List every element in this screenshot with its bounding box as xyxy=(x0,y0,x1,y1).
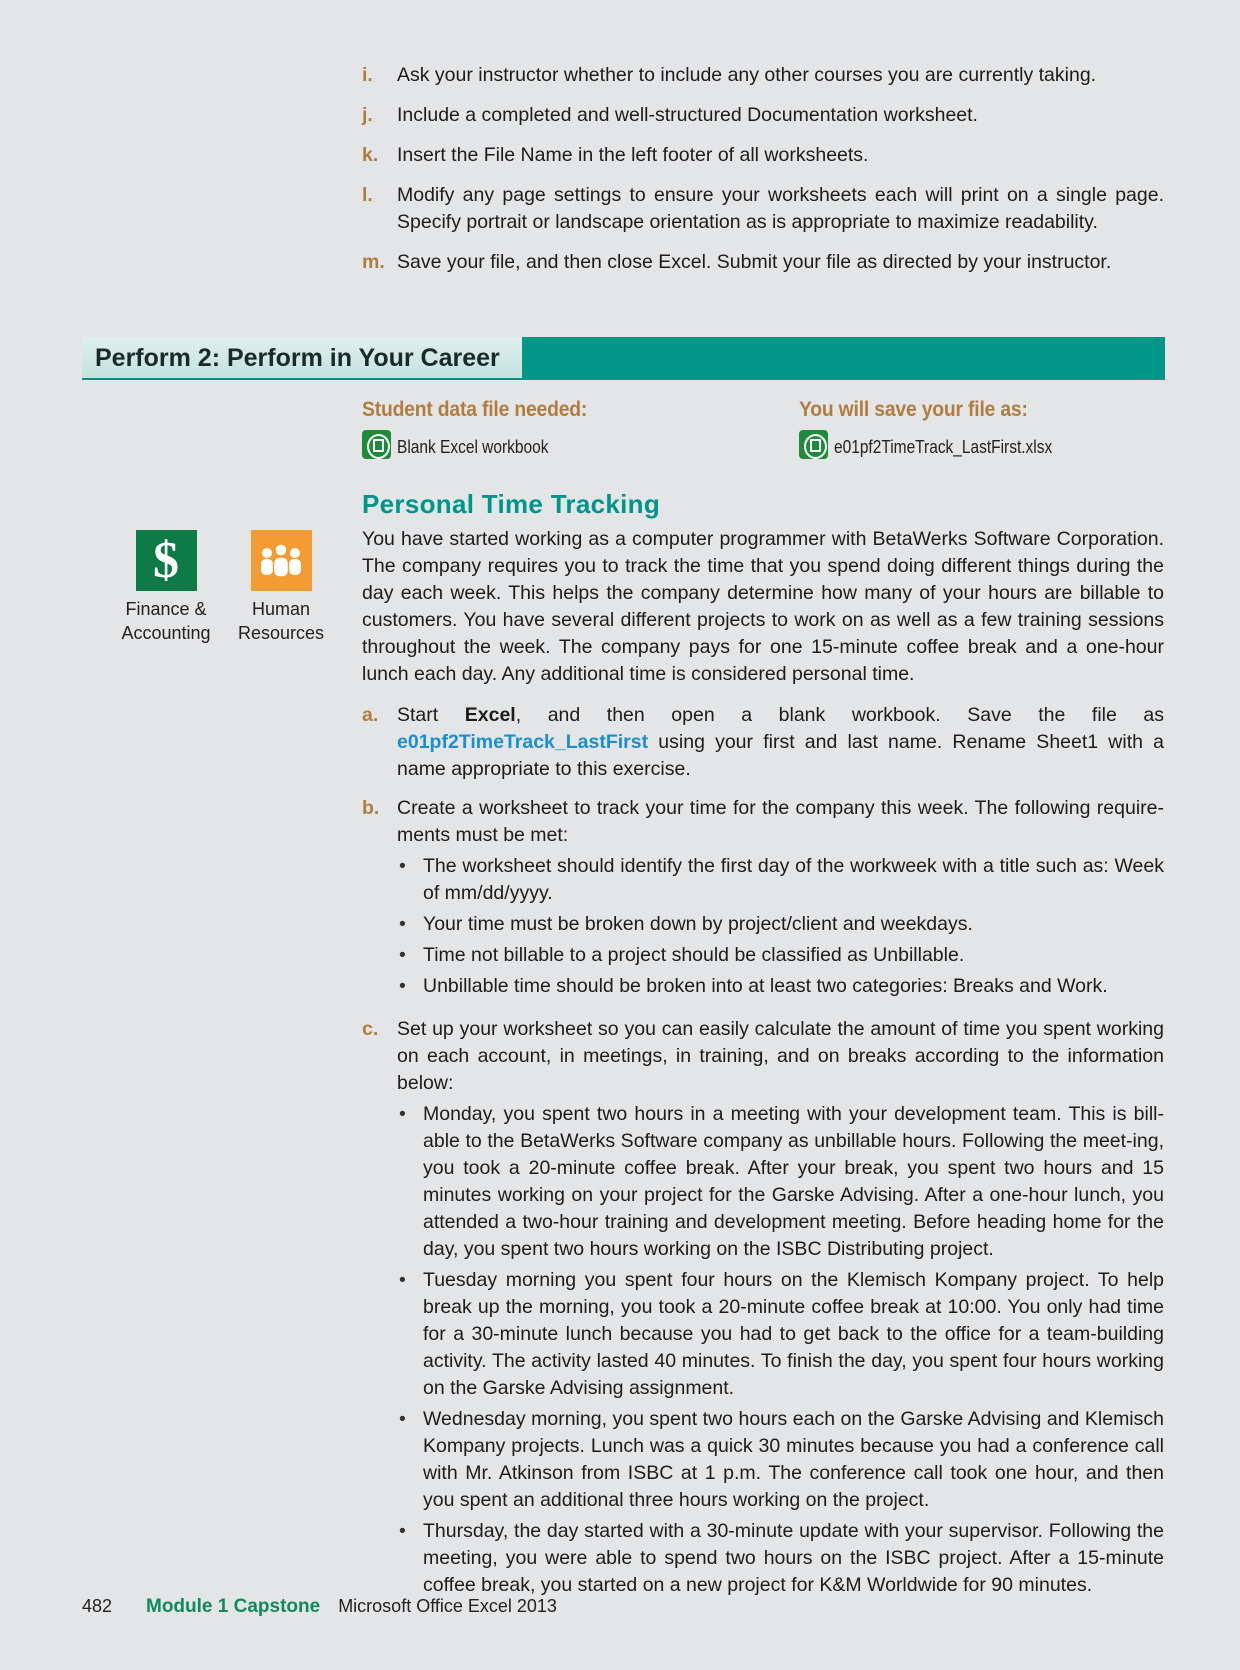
needed-file-item xyxy=(362,430,607,459)
app-name: Excel xyxy=(464,704,516,726)
step-text: Set up your worksheet so you can easily calculate the amount of time you spent working on each account, in meetings, in training, and on breaks according to the information below: xyxy=(397,1018,1164,1094)
step-i xyxy=(362,62,1164,89)
instruction-steps xyxy=(362,702,1164,1615)
career-label xyxy=(106,597,226,645)
excel-file-icon xyxy=(362,430,391,459)
excel-file-icon xyxy=(799,430,828,459)
dollar-icon: $ xyxy=(136,530,197,591)
step-letter: j. xyxy=(362,104,373,126)
section-banner xyxy=(82,337,1165,380)
list-item: • Unbillable time should be broken into at least two categories: Breaks and Work. xyxy=(397,973,1164,1000)
step-a-post: using your first and last name. Rename Sheet1 with a name appropriate to this exercise. xyxy=(397,731,1164,780)
step-body xyxy=(397,1016,1164,1603)
step-a-pre: Start xyxy=(397,704,465,726)
schedule-list xyxy=(397,1101,1164,1599)
step-a-mid: , and then open a blank workbook. Save the file as xyxy=(515,704,1164,726)
step-letter: a. xyxy=(362,704,379,726)
step-k xyxy=(362,142,1164,169)
continued-steps-list xyxy=(362,62,1164,289)
career-label xyxy=(221,597,341,645)
step-text: Save your file, and then close Excel. Submit your file as directed by your instructor. xyxy=(397,251,1112,273)
list-item: • Your time must be broken down by project/client and weekdays. xyxy=(397,911,1164,938)
step-letter: m. xyxy=(362,251,385,273)
save-file-name: e01pf2TimeTrack_LastFirst.xlsx xyxy=(834,437,1053,457)
file-name-highlight: e01pf2TimeTrack_LastFirst xyxy=(397,731,649,753)
step-letter: c. xyxy=(362,1018,379,1040)
needed-file-label: Student data file needed: xyxy=(362,398,588,421)
step-text: Insert the File Name in the left footer of all worksheets. xyxy=(397,144,869,166)
product-name: Microsoft Office Excel 2013 xyxy=(338,1596,557,1616)
list-item: • Monday, you spent two hours in a meeting with your development team. This is bill-able to the BetaWerks Software company as unbillable hours. Following the meet-ing, you took a 20-minute coffee break. After your break, you spent two hours and 15 minutes working on your project for the Garske Advising. After a one-hour lunch, you attended a two-hour training and development meeting. Before heading home for the day, you spent two hours working on the ISBC Distributing project. xyxy=(397,1101,1164,1263)
page-footer xyxy=(82,1596,557,1618)
data-files-box xyxy=(362,398,1165,468)
list-item: • Time not billable to a project should be classified as Unbillable. xyxy=(397,942,1164,969)
step-letter: k. xyxy=(362,144,379,166)
module-title: Module 1 Capstone xyxy=(146,1596,321,1617)
step-letter: i. xyxy=(362,64,373,86)
step-text: Include a completed and well-structured Documentation worksheet. xyxy=(397,104,978,126)
career-hr xyxy=(221,530,341,645)
step-text: Modify any page settings to ensure your worksheets each will print on a single page. Specify portrait or landscape orientation as is appropriate to maximize readability. xyxy=(397,184,1164,233)
people-group-icon xyxy=(251,530,312,591)
step-b xyxy=(362,795,1164,1004)
step-a xyxy=(362,702,1164,783)
requirements-list xyxy=(397,853,1164,1000)
career-label-line: Resources xyxy=(237,623,325,643)
needed-file-column xyxy=(362,398,607,459)
save-file-column xyxy=(799,398,1088,459)
step-j xyxy=(362,102,1164,129)
list-item: • Tuesday morning you spent four hours on the Klemisch Kompany project. To help break up the morning, you took a 20-minute coffee break at 10:00. You only had time for a 30-minute lunch because you had to get back to the office for a team-building activity. The activity lasted 40 minutes. To finish the day, you spent four hours working on the Garske Advising assignment. xyxy=(397,1267,1164,1402)
career-label-line: Human xyxy=(251,599,311,619)
save-file-label: You will save your file as: xyxy=(799,398,1028,421)
list-item: • Wednesday morning, you spent two hours each on the Garske Advising and Klemisch Kompany projects. Lunch was a quick 30 minutes because you had a conference call with Mr. Atkinson from ISBC at 1 p.m. The conference call took one hour, and then you spent an additional three hours working on the project. xyxy=(397,1406,1164,1514)
list-item: • The worksheet should identify the first day of the workweek with a title such as: Week of mm/dd/yyyy. xyxy=(397,853,1164,907)
career-label-line: Accounting xyxy=(121,623,211,643)
step-body xyxy=(397,795,1164,1004)
banner-title: Perform 2: Perform in Your Career xyxy=(82,337,522,380)
step-l xyxy=(362,182,1164,236)
intro-paragraph: You have started working as a computer programmer with BetaWerks Software Corporation. The company requires you to track the time that you spend doing different things during the day each week. This helps the company determine how many of your hours are billable to customers. You have several different projects to work on as well as a few training sessions throughout the week. The company pays for one 15-minute coffee break and a one-hour lunch each day. Any additional time is considered personal time. xyxy=(362,528,1164,685)
career-label-line: Finance & xyxy=(125,599,207,619)
section-title: Personal Time Tracking xyxy=(362,489,661,519)
step-letter: l. xyxy=(362,184,373,206)
step-text xyxy=(397,702,1164,783)
step-text: Create a worksheet to track your time for the company this week. The following require-ments must be met: xyxy=(397,797,1164,846)
step-text: Ask your instructor whether to include any other courses you are currently taking. xyxy=(397,64,1097,86)
step-letter: b. xyxy=(362,797,380,819)
needed-file-name: Blank Excel workbook xyxy=(397,437,549,457)
page-number: 482 xyxy=(82,1596,113,1616)
step-m xyxy=(362,249,1164,276)
save-file-item xyxy=(799,430,1088,459)
people-group-icon-svg xyxy=(258,541,304,581)
career-finance xyxy=(106,530,226,645)
step-c xyxy=(362,1016,1164,1603)
list-item: • Thursday, the day started with a 30-minute update with your supervisor. Following the meeting, you were able to spend two hours on the ISBC project. After a 15-minute coffee break, you started on a new project for K&M Worldwide for 90 minutes. xyxy=(397,1518,1164,1599)
